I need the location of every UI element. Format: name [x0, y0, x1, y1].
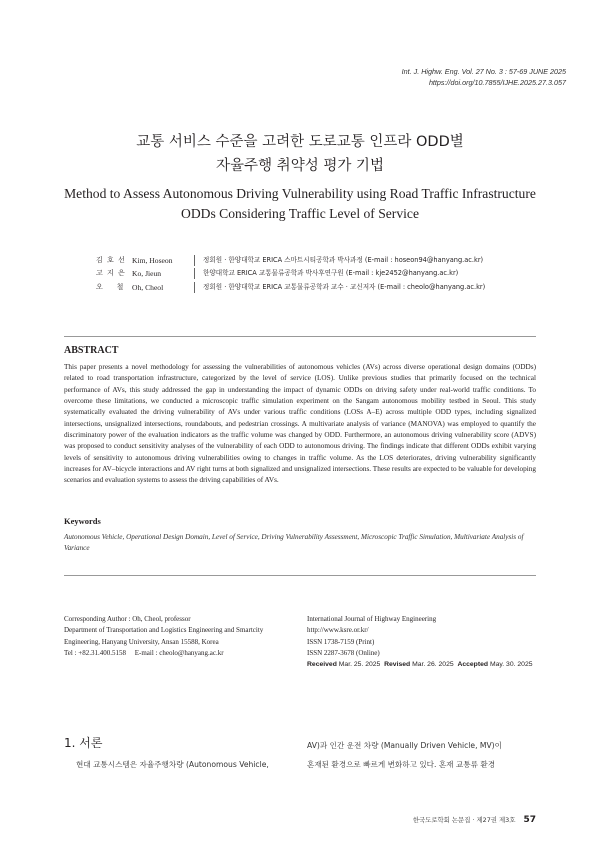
author-divider [194, 268, 195, 279]
author-name-ko: 고 지 은 [96, 269, 126, 278]
author-affiliation: 정회원 · 한양대학교 ERICA 교통물류공학과 교수 · 교신저자 (E-mail : cheolo@hanyang.ac.kr) [203, 282, 486, 291]
body-column-left [76, 755, 269, 774]
korean-title [0, 130, 600, 178]
journal-url[interactable]: http://www.ksre.or.kr/ [307, 626, 369, 635]
journal-header [402, 66, 566, 88]
english-title-line-2: ODDs Considering Traffic Level of Service [181, 206, 419, 221]
korean-title-line-1: 교통 서비스 수준을 고려한 도로교통 인프라 ODD별 [136, 134, 464, 150]
author-row [96, 254, 485, 267]
corresponding-author-line: Corresponding Author : Oh, Cheol, professor [64, 615, 191, 623]
author-name-en: Oh, Cheol [132, 282, 164, 292]
journal-citation: Int. J. Highw. Eng. Vol. 27 No. 3 : 57-69 JUNE 2025 [401, 67, 566, 76]
contact-line: Tel : +82.31.400.5158 E-mail : cheolo@hanyang.ac.kr [64, 648, 224, 657]
journal-name: International Journal of Highway Engineering [307, 615, 437, 623]
university-line: Engineering, Hanyang University, Ansan 15588, Korea [64, 637, 219, 646]
issn-print: ISSN 1738-7159 (Print) [307, 637, 375, 646]
author-name-ko: 김 호 선 [96, 256, 126, 264]
english-title [0, 184, 600, 224]
revised-label: Revised [384, 661, 411, 669]
korean-title-line-2: 자율주행 취약성 평가 기법 [216, 158, 384, 174]
author-row [96, 281, 485, 294]
issn-online: ISSN 2287-3678 (Online) [307, 648, 380, 657]
history-dates [307, 659, 547, 670]
abstract-top-rule [64, 336, 536, 337]
keywords-bottom-rule [64, 575, 536, 576]
revised-date: Mar. 26. 2025 [412, 661, 454, 669]
body-line: 현대 교통시스템은 자율주행차량 (Autonomous Vehicle, [76, 760, 269, 769]
author-name-ko: 오 철 [96, 282, 125, 291]
author-name-en: Ko, Jieun [132, 269, 162, 279]
abstract-text: This paper presents a novel methodology for assessing the vulnerabilities of autonomous vehicles (AVs) across diverse operational design domains (ODDs) related to road transportation infrastructure, categorized by the level of service (LOS). Unlike previous studies that primarily focused on the technical performance of AVs, this study addressed the gap in understanding the impact of dynamic ODDs on driving safety under real-world traffic conditions. To overcome these limitations, we conducted a microscopic traffic simulation experiment on the Sangam autonomous mobility testbed in Seoul. This study systematically evaluated the driving vulnerability of AVs under various traffic conditions (LOSs A–E) across multiple ODD types, including signalized intersections, unsignalized intersections, roundabouts, and pedestrian crossings. A multivariate analysis of variance (MANOVA) was employed to quantify the discriminatory power of the evaluation indicators as the traffic volume was changed by ODD. Furthermore, an autonomous driving vulnerability score (ADVS) was proposed to conduct sensitivity analyses of the vulnerability of each ODD to autonomous driving. The findings indicate that different ODDs exhibit varying levels of sensitivity to autonomous driving vulnerabilities owing to changes in traffic volume. As the LOS deteriorates, driving vulnerability significantly increases for AV–bicycle interactions and AV right turns at both signalized and unsignalized intersections. These results are expected to be valuable for developing scenarios and evaluation systems to assess the driving capabilities of AVs. [64, 363, 536, 485]
corresponding-author-block [64, 614, 304, 659]
english-title-line-1: Method to Assess Autonomous Driving Vulnerability using Road Traffic Infrastructure [64, 186, 536, 201]
author-row [96, 267, 485, 280]
doi-link[interactable]: https://doi.org/10.7855/IJHE.2025.27.3.057 [428, 78, 566, 87]
department-line: Department of Transportation and Logistics Engineering and Smartcity [64, 626, 264, 635]
footer-journal: 한국도로학회 논문집 · 제27권 제3호 [412, 816, 516, 824]
publication-info-block [307, 614, 547, 670]
keywords-heading: Keywords [64, 516, 101, 526]
page-footer [413, 815, 536, 825]
accepted-date: May. 30. 2025 [489, 661, 533, 669]
author-affiliation: 한양대학교 ERICA 교통물류공학과 박사후연구원 (E-mail : kje2452@hanyang.ac.kr) [203, 269, 459, 278]
section-heading: 1. 서론 [64, 736, 103, 750]
keywords-text: Autonomous Vehicle, Operational Design Domain, Level of Service, Driving Vulnerability Assessment, Microscopic Traffic Simulation, Multivariate Analysis of Variance [64, 533, 524, 553]
author-divider [194, 255, 195, 266]
accepted-label: Accepted [457, 661, 489, 669]
author-affiliation: 정회원 · 한양대학교 ERICA 스마트시티공학과 박사과정 (E-mail : hoseon94@hanyang.ac.kr) [203, 256, 484, 264]
received-label: Received [307, 661, 337, 669]
received-date: Mar. 25. 2025 [338, 661, 381, 669]
page-number: 57 [523, 815, 536, 825]
author-name-en: Kim, Hoseon [132, 256, 173, 265]
author-list [96, 254, 485, 294]
author-divider [194, 282, 195, 293]
body-line: AV)과 인간 운전 차량 (Manually Driven Vehicle, MV)이 [307, 741, 502, 750]
body-line: 혼재된 환경으로 빠르게 변화하고 있다. 혼재 교통류 환경 [307, 760, 496, 769]
abstract-heading: ABSTRACT [64, 345, 119, 356]
body-column-right [307, 736, 502, 774]
